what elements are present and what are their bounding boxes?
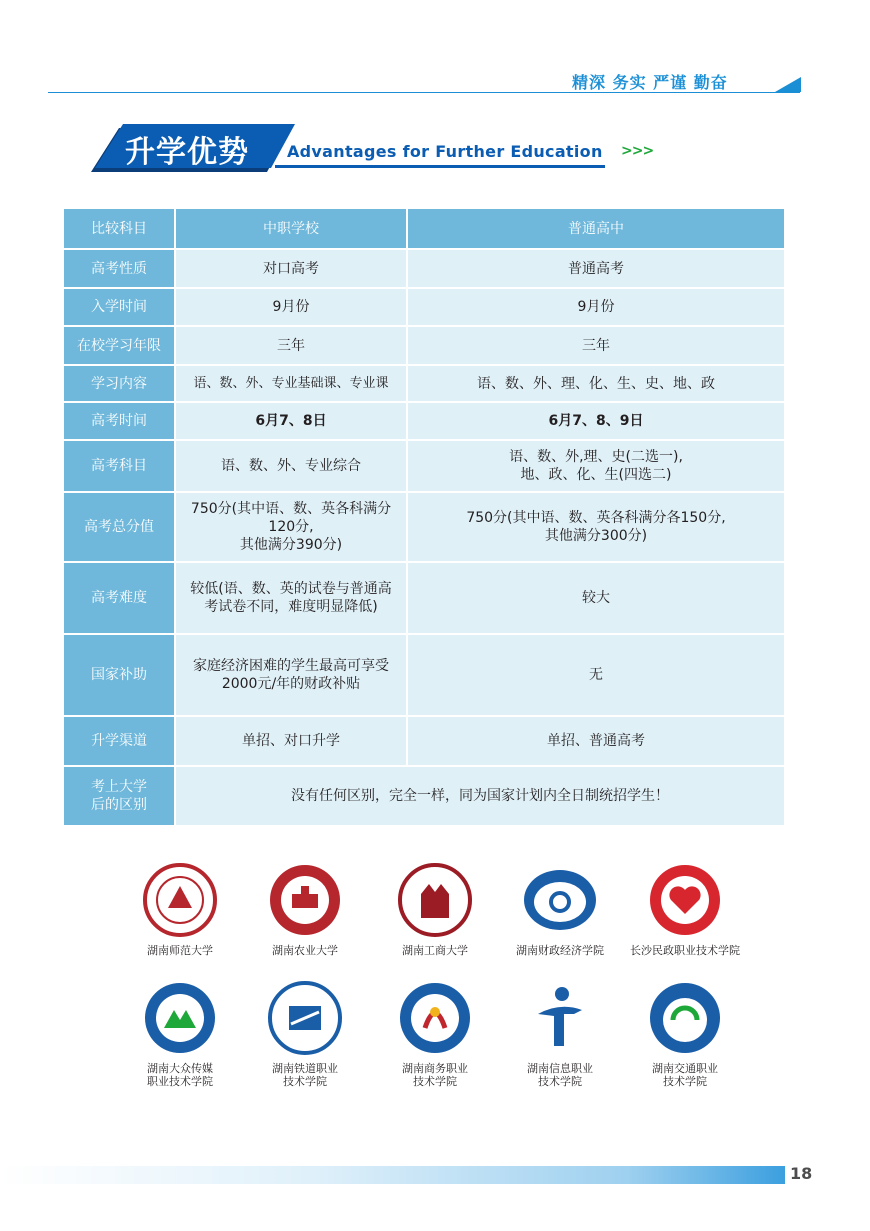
- hunan-commerce-icon: [397, 980, 473, 1056]
- table-row-final: [64, 767, 786, 827]
- table-row: [64, 493, 786, 563]
- table-row: [64, 635, 786, 717]
- footer-bar: [0, 1166, 785, 1184]
- university-logos: [110, 862, 750, 1112]
- arrows-icon: >>>: [621, 143, 654, 159]
- header-cell: 比较科目: [64, 209, 176, 250]
- logo-item: [615, 862, 755, 957]
- header-motto: 精深 务实 严谨 勤奋: [572, 73, 728, 92]
- vocational-cell: 三年: [176, 327, 408, 366]
- hunan-mass-media-icon: [142, 980, 218, 1056]
- hunan-technology-business-icon: [397, 862, 473, 938]
- vocational-cell: 较低(语、数、英的试卷与普通高 考试卷不同，难度明显降低): [176, 563, 408, 635]
- table-row: [64, 563, 786, 635]
- logo-item: [615, 980, 755, 1088]
- hunan-finance-economics-icon: [522, 862, 598, 938]
- highschool-cell: 较大: [408, 563, 786, 635]
- table-row: [64, 403, 786, 441]
- logo-item: [365, 980, 505, 1088]
- comparison-table: [64, 209, 786, 827]
- logo-name: 湖南铁道职业 技术学院: [272, 1062, 338, 1088]
- logo-name: 长沙民政职业技术学院: [630, 944, 740, 957]
- table-row: [64, 327, 786, 366]
- row-label: 高考总分值: [64, 493, 176, 563]
- header-triangle: [775, 77, 801, 92]
- vocational-cell: 语、数、外、专业基础课、专业课: [176, 366, 408, 403]
- logo-item: [110, 862, 250, 957]
- highschool-cell: 9月份: [408, 289, 786, 327]
- highschool-cell: 单招、普通高考: [408, 717, 786, 767]
- difference-cell: 没有任何区别，完全一样，同为国家计划内全日制统招学生！: [176, 767, 786, 827]
- changsha-social-work-icon: [647, 862, 723, 938]
- logo-name: 湖南商务职业 技术学院: [402, 1062, 468, 1088]
- table-row: [64, 289, 786, 327]
- row-label: 在校学习年限: [64, 327, 176, 366]
- vocational-cell: 750分(其中语、数、英各科满分 120分, 其他满分390分): [176, 493, 408, 563]
- vocational-cell: 6月7、8日: [176, 403, 408, 441]
- table-row: [64, 250, 786, 289]
- highschool-cell: 三年: [408, 327, 786, 366]
- row-label: 高考时间: [64, 403, 176, 441]
- row-label: 国家补助: [64, 635, 176, 717]
- logo-name: 湖南工商大学: [402, 944, 468, 957]
- section-title-cn: 升学优势: [125, 135, 249, 170]
- hunan-railway-icon: [267, 980, 343, 1056]
- logo-item: [235, 862, 375, 957]
- vocational-cell: 单招、对口升学: [176, 717, 408, 767]
- highschool-cell: 语、数、外,理、史(二选一), 地、政、化、生(四选二): [408, 441, 786, 493]
- header-rule: [48, 92, 800, 93]
- logo-name: 湖南农业大学: [272, 944, 338, 957]
- vocational-cell: 9月份: [176, 289, 408, 327]
- row-label: 考上大学 后的区别: [64, 767, 176, 827]
- highschool-cell: 语、数、外、理、化、生、史、地、政: [408, 366, 786, 403]
- table-header-row: [64, 209, 786, 250]
- row-label: 高考性质: [64, 250, 176, 289]
- vocational-cell: 对口高考: [176, 250, 408, 289]
- logo-name: 湖南财政经济学院: [516, 944, 604, 957]
- highschool-cell: 普通高考: [408, 250, 786, 289]
- hunan-information-icon: [522, 980, 598, 1056]
- title-underline: [275, 165, 605, 168]
- hunan-communication-icon: [647, 980, 723, 1056]
- logo-name: 湖南大众传媒 职业技术学院: [147, 1062, 213, 1088]
- logo-name: 湖南信息职业 技术学院: [527, 1062, 593, 1088]
- highschool-cell: 6月7、8、9日: [408, 403, 786, 441]
- table-row: [64, 441, 786, 493]
- logo-item: [490, 980, 630, 1088]
- logo-item: [490, 862, 630, 957]
- highschool-cell: 750分(其中语、数、英各科满分各150分, 其他满分300分): [408, 493, 786, 563]
- vocational-cell: 家庭经济困难的学生最高可享受 2000元/年的财政补贴: [176, 635, 408, 717]
- header-cell: 普通高中: [408, 209, 786, 250]
- highschool-cell: 无: [408, 635, 786, 717]
- table-row: [64, 717, 786, 767]
- page-number: 18: [790, 1164, 813, 1183]
- row-label: 高考科目: [64, 441, 176, 493]
- section-title: [95, 124, 655, 170]
- section-title-en: Advantages for Further Education: [287, 142, 603, 161]
- hunan-agricultural-university-icon: [267, 862, 343, 938]
- logo-name: 湖南交通职业 技术学院: [652, 1062, 718, 1088]
- row-label: 升学渠道: [64, 717, 176, 767]
- row-label: 入学时间: [64, 289, 176, 327]
- logo-name: 湖南师范大学: [147, 944, 213, 957]
- row-label: 学习内容: [64, 366, 176, 403]
- vocational-cell: 语、数、外、专业综合: [176, 441, 408, 493]
- header-cell: 中职学校: [176, 209, 408, 250]
- hunan-normal-university-icon: [142, 862, 218, 938]
- logo-item: [110, 980, 250, 1088]
- table-row: [64, 366, 786, 403]
- row-label: 高考难度: [64, 563, 176, 635]
- logo-item: [235, 980, 375, 1088]
- logo-item: [365, 862, 505, 957]
